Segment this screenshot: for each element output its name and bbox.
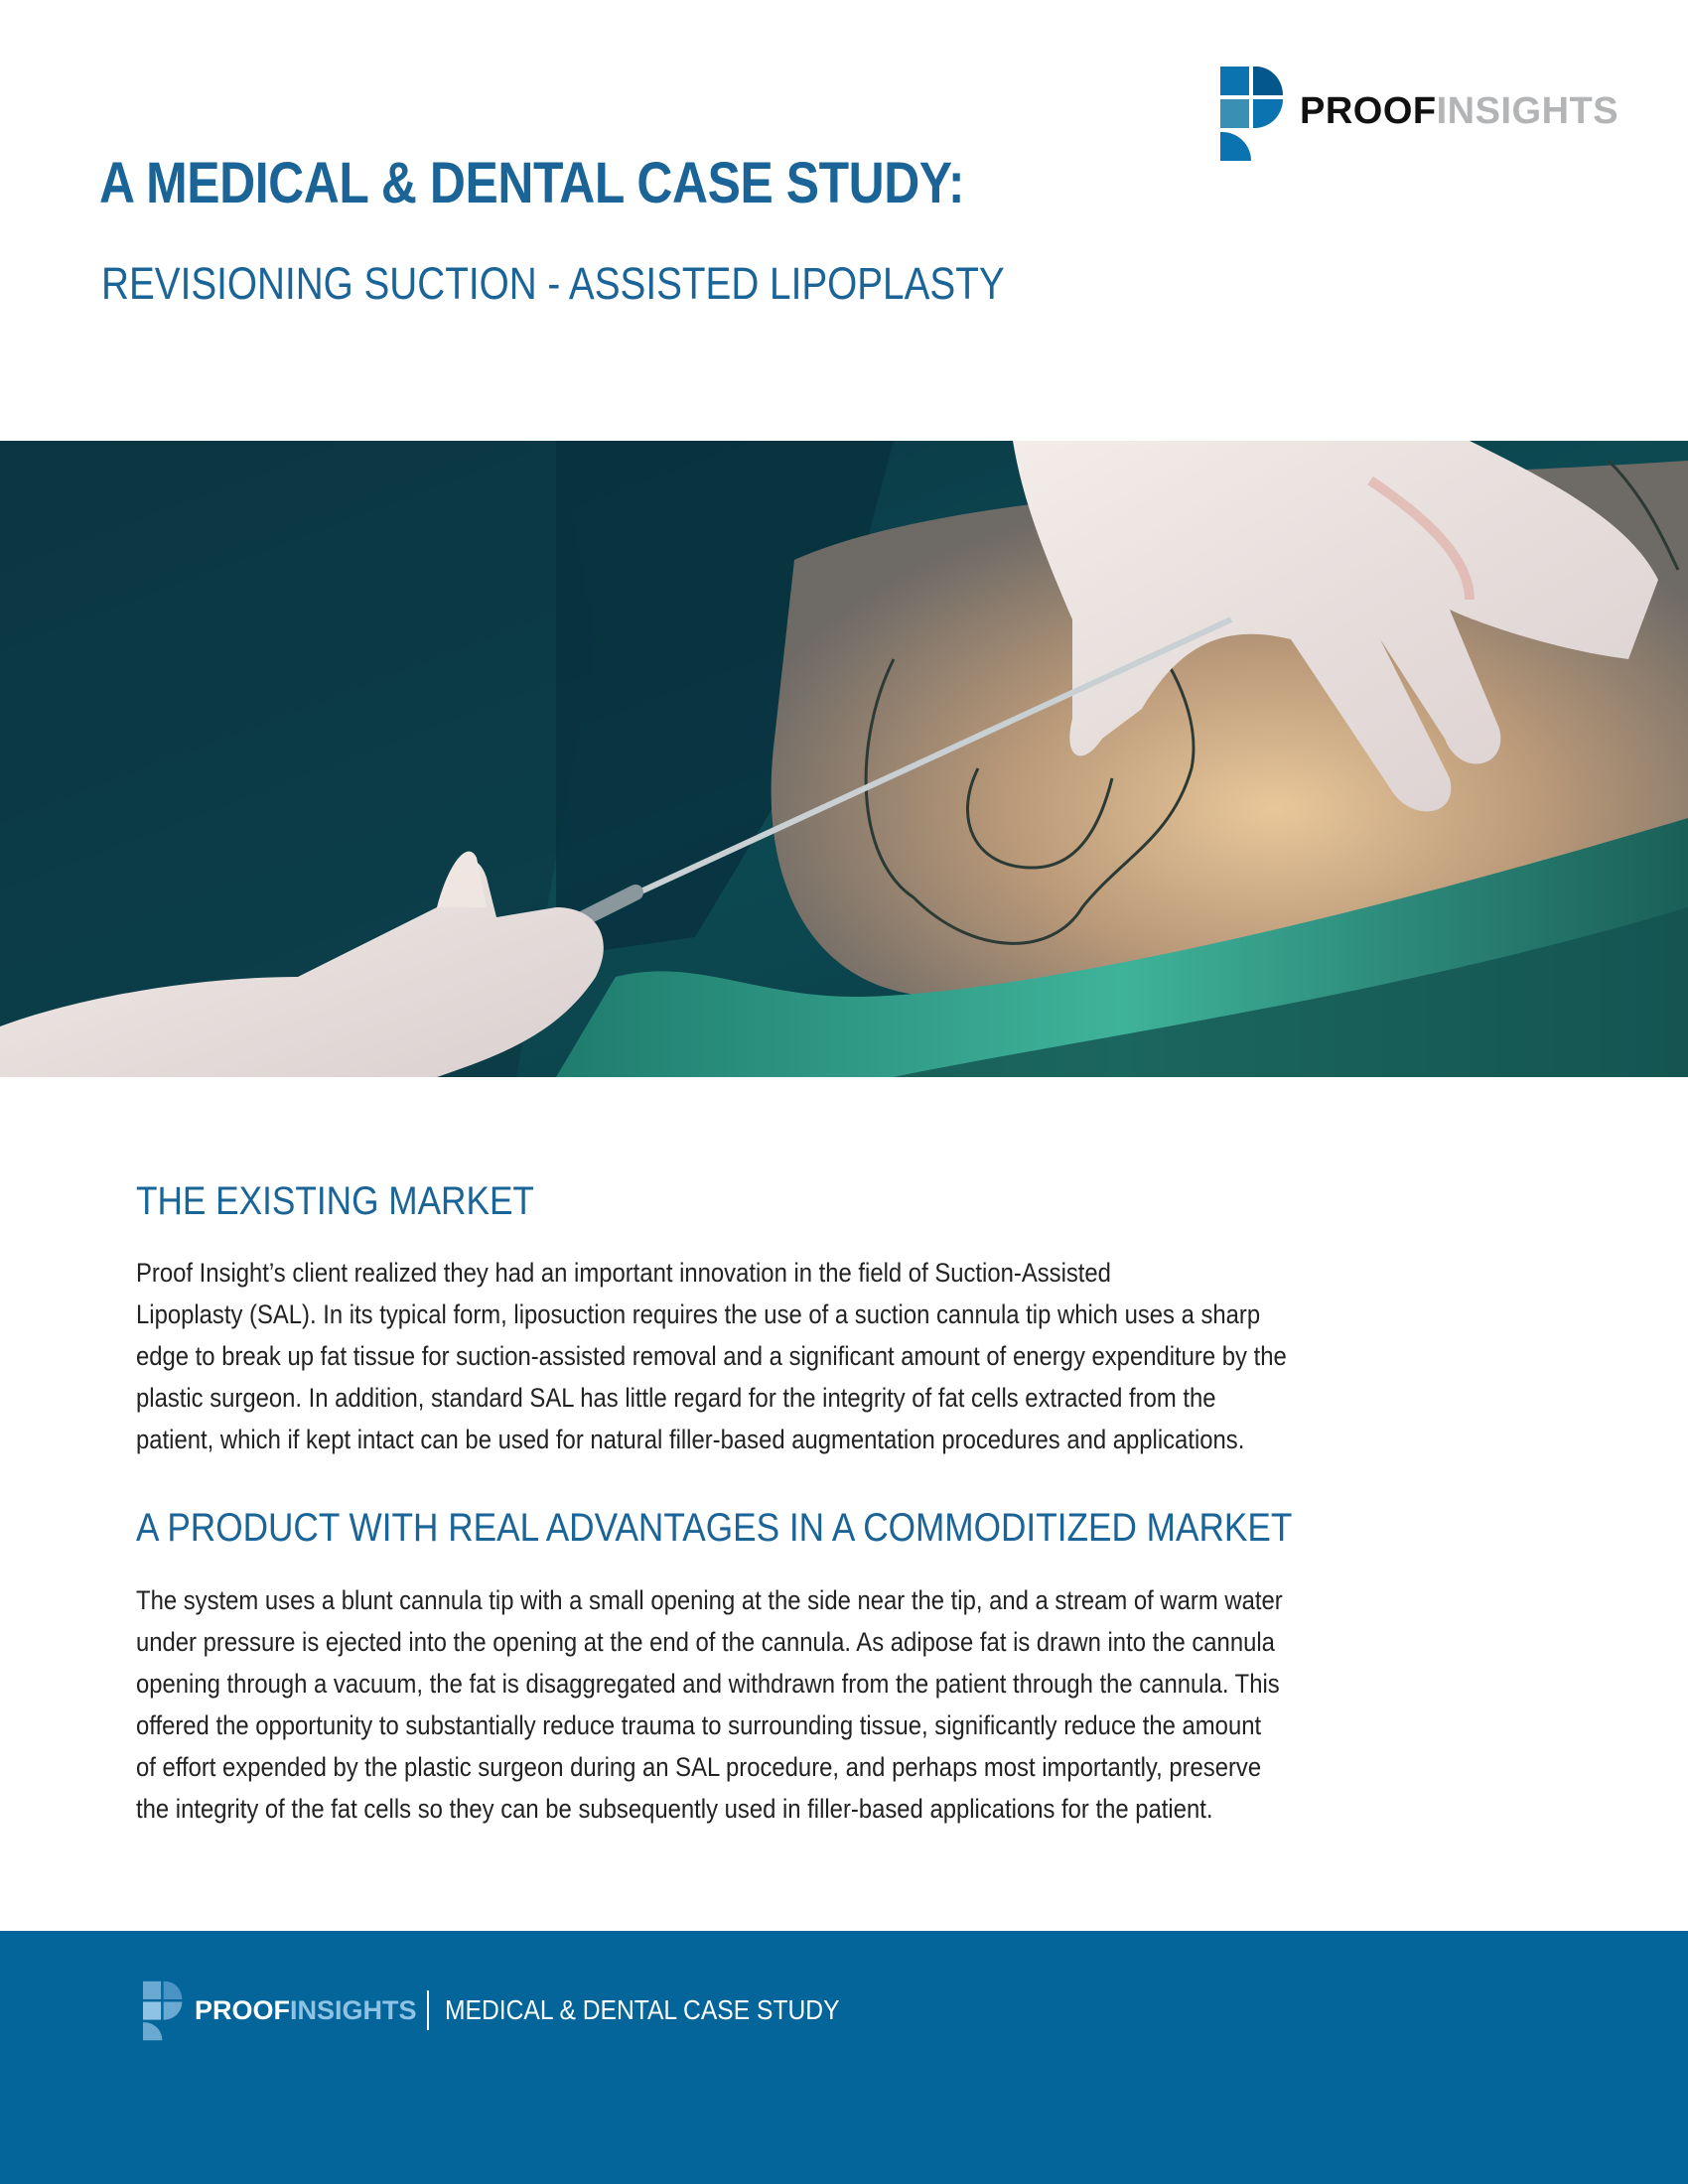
proofinsights-logo-icon <box>1220 67 1284 161</box>
body-line: edge to break up fat tissue for suction-assisted removal and a significant amount of energy expenditure by the <box>136 1341 1287 1371</box>
section-heading: THE EXISTING MARKET <box>136 1179 534 1223</box>
section-heading: A PRODUCT WITH REAL ADVANTAGES IN A COMMODITIZED MARKET <box>136 1506 1293 1550</box>
section-existing-market <box>136 1179 1566 1460</box>
proofinsights-wordmark <box>1300 92 1618 130</box>
footer-wordmark-insights: INSIGHTS <box>290 1995 417 2025</box>
section-body <box>136 1579 1566 1830</box>
footer-wordmark <box>195 1997 417 2024</box>
body-line: patient, which if kept intact can be used for natural filler-based augmentation procedures and applications. <box>136 1425 1245 1454</box>
body-line: offered the opportunity to substantially reduce trauma to surrounding tissue, significantly reduce the amount <box>136 1710 1262 1740</box>
body-line: Proof Insight’s client realized they had an important innovation in the field of Suction-Assisted <box>136 1258 1111 1288</box>
footer-divider <box>427 1990 429 2030</box>
section-body <box>136 1252 1566 1460</box>
footer-label: MEDICAL & DENTAL CASE STUDY <box>445 1994 840 2025</box>
section-product-advantages <box>136 1506 1566 1830</box>
page-subtitle: REVISIONING SUCTION - ASSISTED LIPOPLASTY <box>101 258 1005 309</box>
body-line: opening through a vacuum, the fat is disaggregated and withdrawn from the patient through the cannula. This <box>136 1669 1280 1699</box>
footer-wordmark-proof: PROOF <box>195 1995 291 2025</box>
wordmark-insights: INSIGHTS <box>1436 90 1619 132</box>
body-line: The system uses a blunt cannula tip with a small opening at the side near the tip, and a stream of warm water <box>136 1585 1283 1615</box>
wordmark-proof: PROOF <box>1300 90 1437 132</box>
body-line: plastic surgeon. In addition, standard SAL has little regard for the integrity of fat cells extracted from the <box>136 1383 1216 1413</box>
surgery-photo-illustration <box>0 441 1688 1077</box>
page-title: A MEDICAL & DENTAL CASE STUDY: <box>99 151 965 215</box>
body-line: under pressure is ejected into the opening at the end of the cannula. As adipose fat is drawn into the cannula <box>136 1627 1275 1657</box>
body-line: the integrity of the fat cells so they can be subsequently used in filler-based applications for the patient. <box>136 1794 1213 1824</box>
proofinsights-logo <box>1220 67 1647 161</box>
proofinsights-footer-logo-icon <box>143 1979 183 2042</box>
body-line: of effort expended by the plastic surgeon during an SAL procedure, and perhaps most importantly, preserve <box>136 1752 1262 1782</box>
body-line: Lipoplasty (SAL). In its typical form, liposuction requires the use of a suction cannula tip which uses a sharp <box>136 1299 1261 1329</box>
hero-photo <box>0 441 1688 1077</box>
footer-band <box>0 1931 1688 2184</box>
